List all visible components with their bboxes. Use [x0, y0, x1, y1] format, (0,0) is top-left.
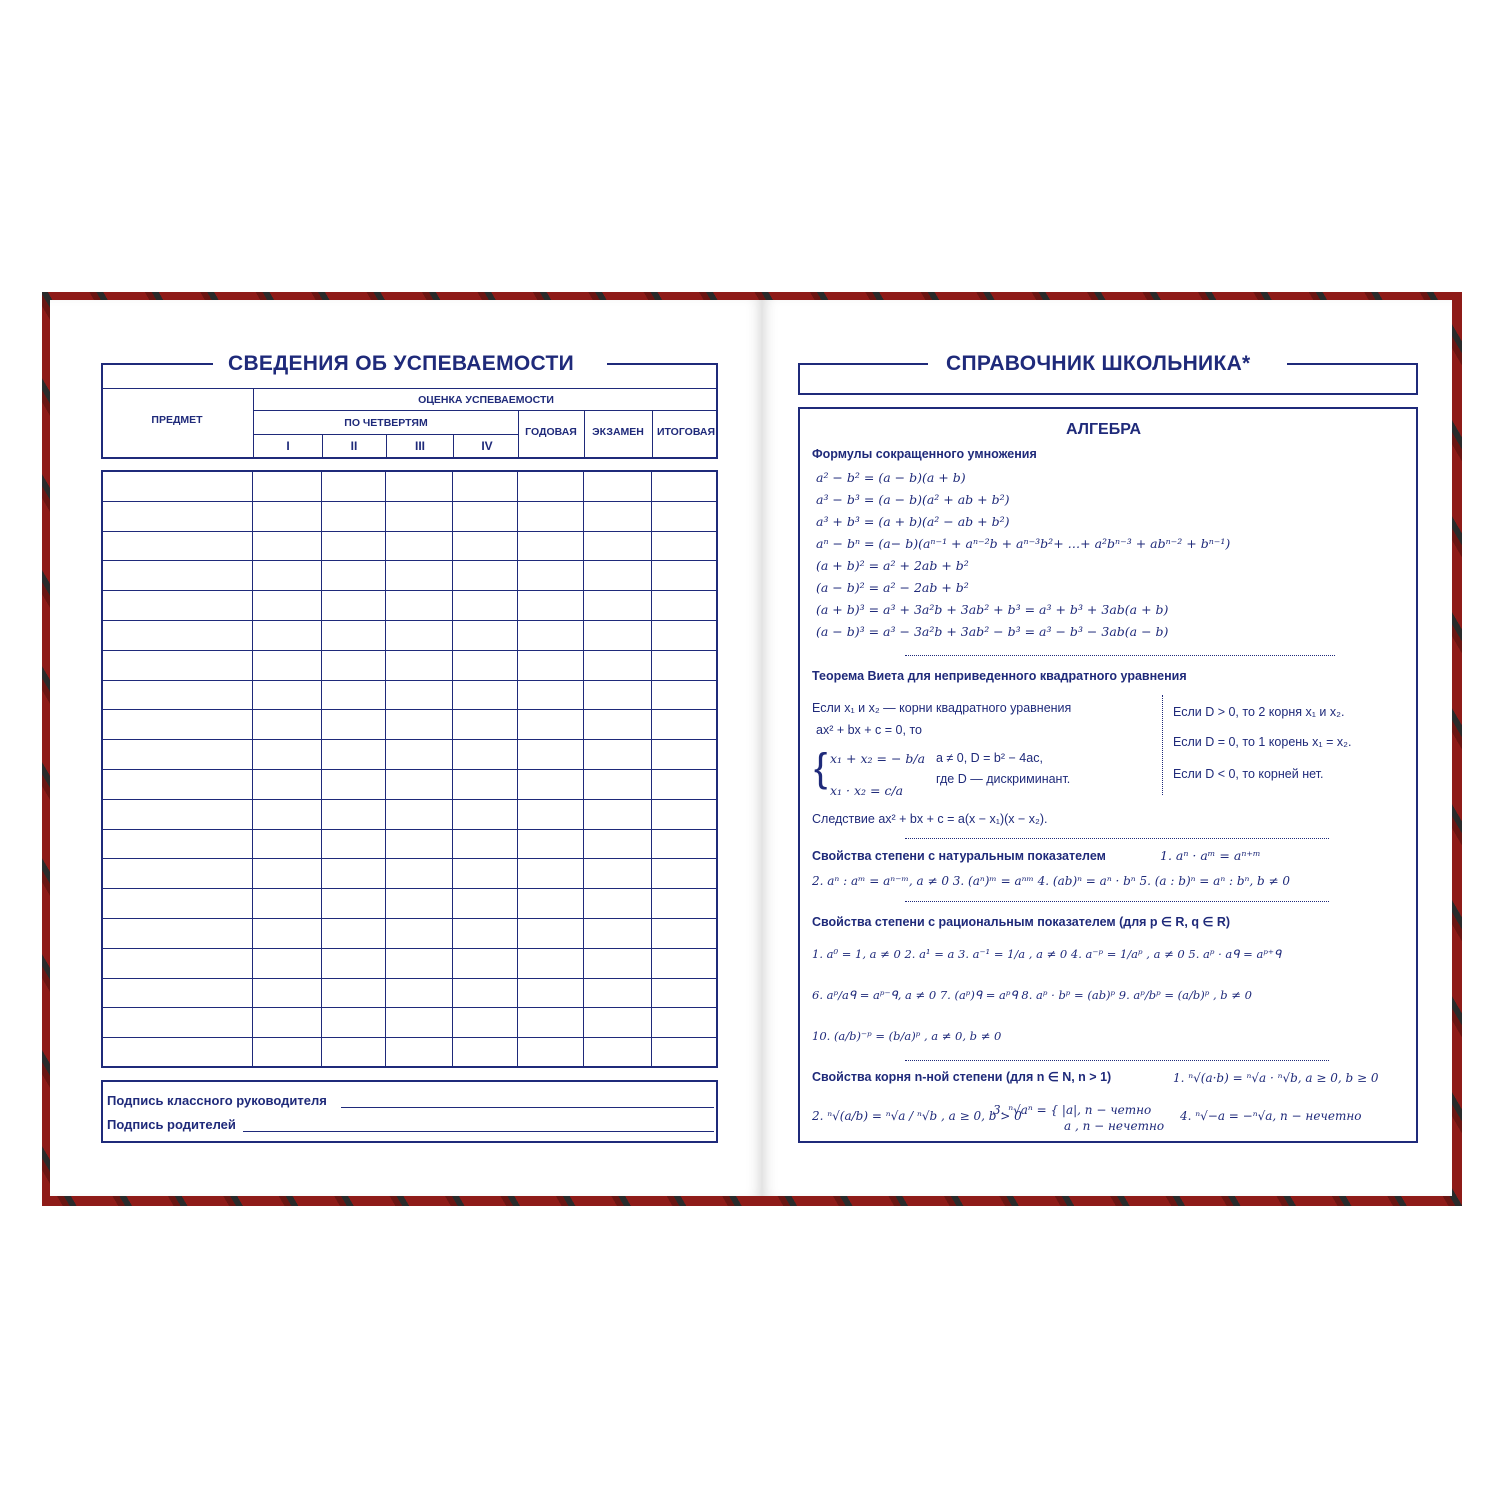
grade-cell[interactable] [385, 1038, 452, 1068]
grade-cell[interactable] [103, 799, 253, 829]
grade-cell[interactable] [252, 472, 321, 502]
grade-cell[interactable] [252, 1008, 321, 1038]
grade-cell[interactable] [252, 531, 321, 561]
vieta-cond2: где D — дискриминант. [936, 772, 1071, 786]
grade-cell[interactable] [103, 918, 253, 948]
grade-cell[interactable] [452, 769, 517, 799]
grade-cell[interactable] [583, 799, 651, 829]
grade-cell[interactable] [321, 948, 385, 978]
grade-cell[interactable] [651, 889, 716, 919]
grade-cell[interactable] [452, 859, 517, 889]
grade-cell[interactable] [321, 501, 385, 531]
grade-row [103, 650, 717, 680]
vieta-r2: Если D = 0, то 1 корень x₁ = x₂. [1173, 735, 1352, 749]
grade-cell[interactable] [452, 531, 517, 561]
grade-row [103, 978, 717, 1008]
header-vline-q4 [518, 410, 519, 458]
vieta-r3: Если D < 0, то корней нет. [1173, 767, 1324, 781]
grade-cell[interactable] [583, 710, 651, 740]
grade-cell[interactable] [321, 829, 385, 859]
roots-r3b: a , n − нечетно [1064, 1119, 1165, 1133]
grade-cell[interactable] [651, 978, 716, 1008]
grade-cell[interactable] [651, 501, 716, 531]
grade-cell[interactable] [385, 918, 452, 948]
grade-cell[interactable] [321, 472, 385, 502]
grade-cell[interactable] [583, 620, 651, 650]
grade-cell[interactable] [252, 948, 321, 978]
grade-row [103, 680, 717, 710]
grade-cell[interactable] [321, 620, 385, 650]
grade-cell[interactable] [517, 978, 583, 1008]
grade-cell[interactable] [583, 769, 651, 799]
ref-title-bottom [798, 393, 1418, 395]
grade-row [103, 769, 717, 799]
grade-cell[interactable] [103, 769, 253, 799]
abbr-formula: a² − b² = (a − b)(a + b) [816, 470, 966, 485]
grade-cell[interactable] [321, 769, 385, 799]
grade-cell[interactable] [452, 1038, 517, 1068]
vieta-r1: Если D > 0, то 2 корня x₁ и x₂. [1173, 705, 1345, 719]
grade-cell[interactable] [452, 978, 517, 1008]
grade-cell[interactable] [651, 740, 716, 770]
grade-cell[interactable] [385, 710, 452, 740]
header-vline-exam [652, 410, 653, 458]
grade-cell[interactable] [103, 829, 253, 859]
grade-cell[interactable] [252, 680, 321, 710]
abbr-formula: (a − b)² = a² − 2ab + b² [816, 580, 969, 595]
grade-cell[interactable] [385, 978, 452, 1008]
grade-row [103, 829, 717, 859]
roots-r3a: 3. ⁿ√aⁿ = { |a|, n − четно [993, 1103, 1152, 1117]
grade-cell[interactable] [385, 948, 452, 978]
vieta-sys1: x₁ + x₂ = − b/a [830, 751, 926, 766]
grade-cell[interactable] [651, 1008, 716, 1038]
grade-cell[interactable] [583, 948, 651, 978]
roots-r2: 2. ⁿ√(a/b) = ⁿ√a / ⁿ√b , a ≥ 0, b > 0 [812, 1109, 1022, 1123]
grade-cell[interactable] [517, 591, 583, 621]
roots-r1: 1. ⁿ√(a·b) = ⁿ√a · ⁿ√b, a ≥ 0, b ≥ 0 [1173, 1071, 1379, 1085]
ref-title-rule-right [1287, 363, 1418, 365]
grade-cell[interactable] [452, 472, 517, 502]
grade-cell[interactable] [452, 650, 517, 680]
grade-cell[interactable] [583, 918, 651, 948]
abbr-formula: a³ − b³ = (a − b)(a² + ab + b²) [816, 492, 1010, 507]
grade-cell[interactable] [252, 501, 321, 531]
grade-cell[interactable] [517, 769, 583, 799]
grade-cell[interactable] [252, 829, 321, 859]
ref-title-left-edge [798, 363, 800, 395]
grade-row [103, 859, 717, 889]
grade-cell[interactable] [103, 978, 253, 1008]
header-final: ИТОГОВАЯ [656, 426, 716, 438]
section-algebra: АЛГЕБРА [1066, 421, 1142, 438]
grade-cell[interactable] [321, 978, 385, 1008]
separator [905, 1060, 1329, 1061]
grade-cell[interactable] [321, 859, 385, 889]
grade-cell[interactable] [103, 1038, 253, 1068]
grade-cell[interactable] [252, 650, 321, 680]
grade-cell[interactable] [583, 501, 651, 531]
grade-cell[interactable] [583, 1008, 651, 1038]
vieta-sys2: x₁ · x₂ = c/a [830, 783, 904, 798]
grade-cell[interactable] [321, 799, 385, 829]
grade-cell[interactable] [252, 918, 321, 948]
vieta-cond1: a ≠ 0, D = b² − 4ac, [936, 751, 1043, 765]
grade-cell[interactable] [651, 591, 716, 621]
grade-cell[interactable] [321, 1008, 385, 1038]
grade-cell[interactable] [651, 710, 716, 740]
grade-cell[interactable] [583, 680, 651, 710]
grade-cell[interactable] [452, 620, 517, 650]
grade-cell[interactable] [252, 740, 321, 770]
grade-cell[interactable] [321, 889, 385, 919]
grade-cell[interactable] [103, 680, 253, 710]
header-vline-subject [253, 388, 254, 458]
rat-powers-line2: 6. aᵖ/aᑫ = aᵖ⁻ᑫ, a ≠ 0 7. (aᵖ)ᑫ = aᵖᑫ 8. aᵖ · bᵖ = (ab)ᵖ 9. aᵖ/bᵖ = (a/b)ᵖ , b ≠ 0 [812, 988, 1252, 1002]
grade-cell[interactable] [452, 740, 517, 770]
ref-title-rule-left [798, 363, 928, 365]
grade-cell[interactable] [583, 591, 651, 621]
grade-cell[interactable] [452, 948, 517, 978]
abbr-formula: (a − b)³ = a³ − 3a²b + 3ab² − b³ = a³ − b³ − 3ab(a − b) [816, 624, 1169, 639]
grade-cell[interactable] [651, 948, 716, 978]
grade-row [103, 1008, 717, 1038]
grade-cell[interactable] [252, 620, 321, 650]
grade-cell[interactable] [517, 620, 583, 650]
title-rule-left [101, 363, 213, 365]
grade-row [103, 561, 717, 591]
separator [905, 655, 1335, 656]
grade-row [103, 501, 717, 531]
abbr-formula: (a + b)³ = a³ + 3a²b + 3ab² + b³ = a³ + b³ + 3ab(a + b) [816, 602, 1169, 617]
grade-cell[interactable] [252, 591, 321, 621]
grade-cell[interactable] [517, 680, 583, 710]
grade-row [103, 889, 717, 919]
vieta-line1: Если x₁ и x₂ — корни квадратного уравнения [812, 701, 1072, 715]
grade-cell[interactable] [103, 531, 253, 561]
grade-row [103, 591, 717, 621]
grade-cell[interactable] [103, 859, 253, 889]
page-title-right: СПРАВОЧНИК ШКОЛЬНИКА* [946, 352, 1251, 375]
header-q1: I [286, 439, 290, 453]
grade-cell[interactable] [452, 799, 517, 829]
signature-teacher-label: Подпись классного руководителя [107, 1093, 327, 1108]
abbr-formula: (a + b)² = a² + 2ab + b² [816, 558, 969, 573]
grade-cell[interactable] [252, 561, 321, 591]
grade-cell[interactable] [517, 829, 583, 859]
grade-cell[interactable] [651, 650, 716, 680]
vieta-heading: Теорема Виета для неприведенного квадратного уравнения [812, 669, 1187, 683]
grade-cell[interactable] [103, 1008, 253, 1038]
grade-cell[interactable] [252, 1038, 321, 1068]
header-vline-annual [584, 410, 585, 458]
header-q3: III [414, 439, 426, 453]
grade-cell[interactable] [583, 561, 651, 591]
grade-cell[interactable] [517, 710, 583, 740]
vieta-corollary: Следствие ax² + bx + c = a(x − x₁)(x − x₂). [812, 812, 1048, 826]
grade-cell[interactable] [517, 918, 583, 948]
grade-cell[interactable] [385, 740, 452, 770]
grade-row [103, 710, 717, 740]
abbr-formula: a³ + b³ = (a + b)(a² − ab + b²) [816, 514, 1010, 529]
grade-cell[interactable] [252, 769, 321, 799]
grade-cell[interactable] [517, 799, 583, 829]
grade-cell[interactable] [385, 859, 452, 889]
grade-cell[interactable] [452, 561, 517, 591]
signature-parents-label: Подпись родителей [107, 1117, 236, 1132]
abbr-mult-heading: Формулы сокращенного умножения [812, 447, 1037, 461]
grade-cell[interactable] [583, 889, 651, 919]
header-top-row-line [101, 388, 718, 389]
nat-powers-p1: 1. aⁿ · aᵐ = aⁿ⁺ᵐ [1160, 848, 1261, 863]
header-q4: IV [481, 439, 493, 453]
title-rule-right [607, 363, 718, 365]
grade-cell[interactable] [517, 472, 583, 502]
header-grade: ОЦЕНКА УСПЕВАЕМОСТИ [418, 394, 554, 406]
grade-cell[interactable] [385, 591, 452, 621]
grade-cell[interactable] [651, 472, 716, 502]
grade-cell[interactable] [385, 531, 452, 561]
grade-cell[interactable] [452, 1008, 517, 1038]
grade-row [103, 740, 717, 770]
grade-cell[interactable] [452, 501, 517, 531]
grade-cell[interactable] [103, 710, 253, 740]
grade-cell[interactable] [452, 889, 517, 919]
grade-row [103, 918, 717, 948]
header-grade-line [253, 410, 718, 411]
grade-row [103, 620, 717, 650]
separator [905, 838, 1329, 839]
grade-cell[interactable] [321, 591, 385, 621]
grade-cell[interactable] [517, 531, 583, 561]
grade-cell[interactable] [103, 561, 253, 591]
grade-cell[interactable] [385, 680, 452, 710]
grade-cell[interactable] [252, 710, 321, 740]
grade-cell[interactable] [452, 680, 517, 710]
abbr-formula: aⁿ − bⁿ = (a− b)(aⁿ⁻¹ + aⁿ⁻²b + aⁿ⁻³b²+ …+ a²bⁿ⁻³ + abⁿ⁻² + bⁿ⁻¹) [816, 536, 1231, 551]
grade-cell[interactable] [103, 472, 253, 502]
grade-cell[interactable] [103, 620, 253, 650]
grade-cell[interactable] [517, 561, 583, 591]
grade-cell[interactable] [583, 740, 651, 770]
grade-cell[interactable] [252, 799, 321, 829]
rat-powers-line1: 1. a⁰ = 1, a ≠ 0 2. a¹ = a 3. a⁻¹ = 1/a , a ≠ 0 4. a⁻ᵖ = 1/aᵖ , a ≠ 0 5. aᵖ · aᑫ = aᵖ⁺ᑫ [812, 947, 1282, 961]
header-vline-q1 [322, 434, 323, 458]
grade-cell[interactable] [517, 859, 583, 889]
ref-title-right-edge [1416, 363, 1418, 395]
grade-cell[interactable] [651, 561, 716, 591]
header-subject: ПРЕДМЕТ [151, 414, 203, 426]
grade-row [103, 472, 717, 502]
grade-cell[interactable] [385, 650, 452, 680]
grade-cell[interactable] [385, 620, 452, 650]
grade-cell[interactable] [385, 1008, 452, 1038]
page-title-left: СВЕДЕНИЯ ОБ УСПЕВАЕМОСТИ [228, 352, 574, 375]
header-quarters: ПО ЧЕТВЕРТЯМ [344, 417, 428, 429]
grade-cell[interactable] [583, 650, 651, 680]
grade-cell[interactable] [321, 740, 385, 770]
header-left-edge [101, 363, 103, 459]
header-right-edge [716, 363, 718, 459]
grade-cell[interactable] [452, 829, 517, 859]
grade-cell[interactable] [651, 1038, 716, 1068]
signature-teacher-line[interactable] [341, 1107, 714, 1108]
separator [905, 901, 1329, 902]
grade-row [103, 948, 717, 978]
nat-powers-heading: Свойства степени с натуральным показателем [812, 849, 1106, 863]
grade-cell[interactable] [321, 680, 385, 710]
signature-box [101, 1080, 718, 1143]
grade-cell[interactable] [517, 889, 583, 919]
vieta-divider [1162, 695, 1163, 795]
grade-cell[interactable] [103, 501, 253, 531]
grade-cell[interactable] [452, 918, 517, 948]
grade-cell[interactable] [385, 561, 452, 591]
grade-cell[interactable] [583, 472, 651, 502]
grade-cell[interactable] [385, 829, 452, 859]
grade-cell[interactable] [452, 591, 517, 621]
grade-cell[interactable] [651, 829, 716, 859]
header-exam: ЭКЗАМЕН [592, 426, 644, 438]
vieta-brace: { [814, 746, 828, 790]
grade-cell[interactable] [517, 948, 583, 978]
grade-cell[interactable] [103, 948, 253, 978]
rat-powers-line3: 10. (a/b)⁻ᵖ = (b/a)ᵖ , a ≠ 0, b ≠ 0 [812, 1029, 1002, 1043]
grade-cell[interactable] [385, 769, 452, 799]
grade-cell[interactable] [651, 531, 716, 561]
grade-cell[interactable] [517, 501, 583, 531]
header-vline-q2 [386, 434, 387, 458]
grade-cell[interactable] [103, 740, 253, 770]
grade-cell[interactable] [651, 799, 716, 829]
header-bottom-edge [101, 457, 718, 459]
grade-cell[interactable] [103, 889, 253, 919]
grade-cell[interactable] [583, 978, 651, 1008]
grades-grid [102, 471, 717, 1068]
grade-cell[interactable] [583, 859, 651, 889]
grade-cell[interactable] [103, 591, 253, 621]
grade-cell[interactable] [583, 829, 651, 859]
grade-row [103, 1038, 717, 1068]
grade-cell[interactable] [517, 1038, 583, 1068]
rat-powers-heading: Свойства степени с рациональным показателем (для p ∈ R, q ∈ R) [812, 915, 1231, 929]
header-q2: II [350, 439, 358, 453]
vieta-line2: ax² + bx + c = 0, то [816, 723, 922, 737]
grade-cell[interactable] [252, 889, 321, 919]
grade-cell[interactable] [385, 799, 452, 829]
grade-cell[interactable] [252, 859, 321, 889]
grade-cell[interactable] [321, 1038, 385, 1068]
grade-cell[interactable] [517, 1008, 583, 1038]
grade-cell[interactable] [321, 561, 385, 591]
grade-cell[interactable] [583, 1038, 651, 1068]
grade-cell[interactable] [321, 650, 385, 680]
grade-cell[interactable] [385, 501, 452, 531]
signature-parents-line[interactable] [243, 1131, 714, 1132]
header-vline-q3 [453, 434, 454, 458]
grade-cell[interactable] [517, 650, 583, 680]
grade-cell[interactable] [321, 710, 385, 740]
grade-cell[interactable] [103, 650, 253, 680]
grade-cell[interactable] [252, 978, 321, 1008]
grade-cell[interactable] [321, 531, 385, 561]
grade-row [103, 531, 717, 561]
grade-cell[interactable] [385, 889, 452, 919]
grade-cell[interactable] [452, 710, 517, 740]
header-annual: ГОДОВАЯ [525, 426, 577, 438]
nat-powers-line: 2. aⁿ : aᵐ = aⁿ⁻ᵐ, a ≠ 0 3. (aⁿ)ᵐ = aⁿᵐ 4. (ab)ⁿ = aⁿ · bⁿ 5. (a : b)ⁿ = aⁿ : bⁿ, b ≠ 0 [812, 874, 1291, 888]
grade-cell[interactable] [385, 472, 452, 502]
roots-heading: Свойства корня n-ной степени (для n ∈ N, n > 1) [812, 1070, 1112, 1084]
grade-cell[interactable] [651, 769, 716, 799]
grade-cell[interactable] [583, 531, 651, 561]
grade-row [103, 799, 717, 829]
grade-cell[interactable] [321, 918, 385, 948]
grade-cell[interactable] [651, 620, 716, 650]
grade-cell[interactable] [651, 859, 716, 889]
grade-cell[interactable] [651, 918, 716, 948]
grade-cell[interactable] [517, 740, 583, 770]
roots-r4: 4. ⁿ√−a = −ⁿ√a, n − нечетно [1180, 1109, 1362, 1123]
grade-cell[interactable] [651, 680, 716, 710]
